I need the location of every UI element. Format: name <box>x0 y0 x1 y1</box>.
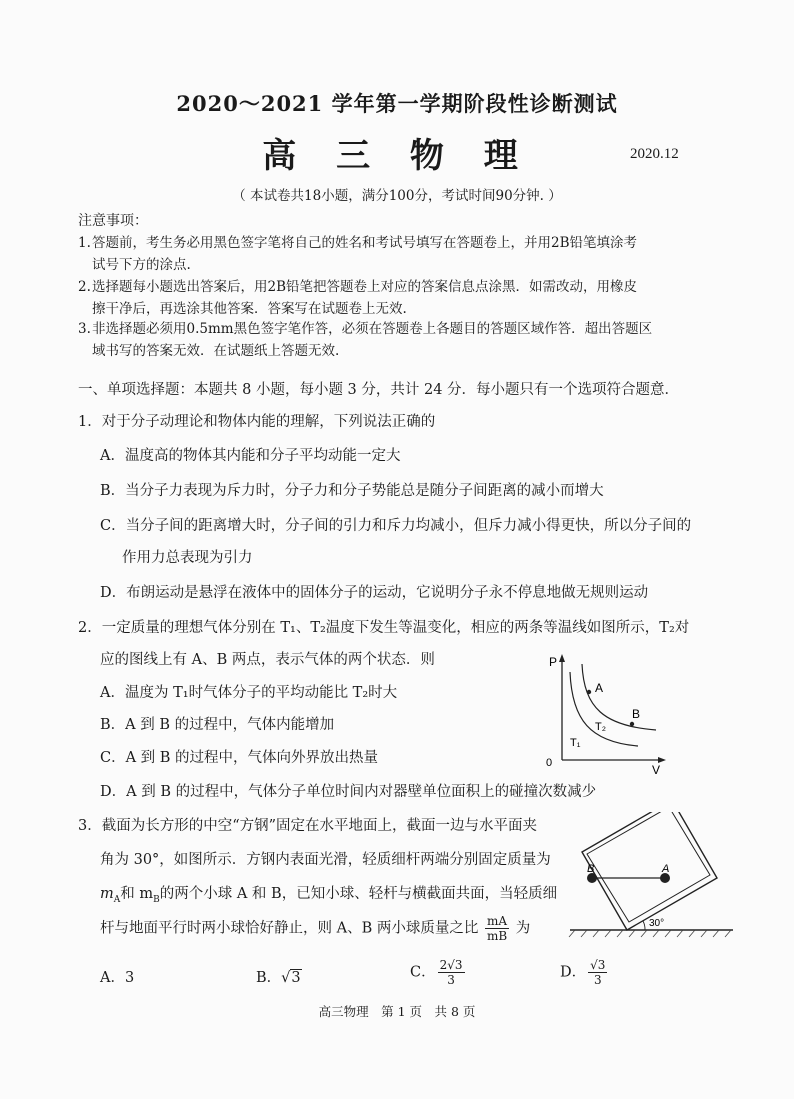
question-3-stem-cont-3 <box>100 914 530 943</box>
page-footer: 高三物理 第 1 页 共 8 页 <box>318 1004 476 1019</box>
notes-title: 注意事项： <box>78 213 148 229</box>
note-text: 选择题每小题选出答案后，用2B铅笔把答题卷上对应的答案信息点涂黑．如需改动，用橡皮 <box>92 279 638 295</box>
stem-text: 杆与地面平行时两小球恰好静止，则 A、B 两小球质量之比 <box>100 920 479 937</box>
option-d-numerator: √3 <box>590 958 606 972</box>
subject-title: 高 三 物 理 <box>262 136 532 176</box>
note-text-cont: 擦干净后，再选涂其他答案．答案写在试题卷上无效. <box>92 301 407 317</box>
square-steel-figure <box>565 812 735 942</box>
note-number: 1. <box>78 235 91 251</box>
mass-subscript-a: A <box>113 894 121 905</box>
point-a-label: A <box>595 681 604 695</box>
question-2-option-b: B．A 到 B 的过程中，气体内能增加 <box>100 717 335 733</box>
question-1-option-c-cont: 作用力总表现为引力 <box>122 550 253 566</box>
note-item <box>78 232 718 276</box>
mass-mid: 和 m <box>120 886 154 902</box>
question-1-stem: 1．对于分子动理论和物体内能的理解，下列说法正确的 <box>78 414 436 430</box>
question-2-stem: 2．一定质量的理想气体分别在 T₁、T₂温度下发生等温变化，相应的两条等温线如图所示，T₂对 <box>78 620 690 636</box>
option-c-numerator: 2√3 <box>439 958 463 972</box>
note-number: 2. <box>78 279 91 295</box>
question-3-option-c <box>410 958 467 987</box>
isotherm-t1 <box>570 672 641 746</box>
note-text-cont: 域书写的答案无效．在试题纸上答题无效. <box>92 343 340 359</box>
option-b-value: 3 <box>291 970 301 986</box>
isotherm-t2 <box>582 664 656 730</box>
exam-title: 2020～2021 学年第一学期阶段性诊断测试 <box>176 91 618 116</box>
point-b-label: B <box>632 707 641 721</box>
question-3-stem: 3．截面为长方形的中空“方钢”固定在水平地面上，截面一边与水平面夹 <box>78 818 538 834</box>
question-3-stem-cont: 角为 30°，如图所示．方钢内表面光滑，轻质细杆两端分别固定质量为 <box>100 852 551 868</box>
state-a-point <box>587 690 591 694</box>
isotherm-figure <box>540 650 670 775</box>
figure-p-label: P <box>549 655 558 669</box>
stem-end: 为 <box>515 920 531 937</box>
note-number: 3. <box>78 321 91 337</box>
ratio-numerator: mA <box>485 914 509 929</box>
question-2-option-d: D．A 到 B 的过程中，气体分子单位时间内对器壁单位面积上的碰撞次数减少 <box>100 784 597 800</box>
option-d-denominator: 3 <box>593 973 602 987</box>
note-text-cont: 试号下方的涂点. <box>92 257 191 273</box>
angle-label: 30° <box>649 918 665 929</box>
question-2-option-c: C．A 到 B 的过程中，气体向外界放出热量 <box>100 750 379 766</box>
note-text: 非选择题必须用0.5mm黑色签字笔作答，必须在答题卷上各题目的答题区域作答．超出答题区 <box>92 321 653 337</box>
option-d-fraction <box>588 958 607 987</box>
question-3-option-b: B．√3 <box>256 970 301 986</box>
curve-t1-label: T₁ <box>570 737 581 749</box>
option-b-label: B． <box>256 970 282 986</box>
section-heading: 一、单项选择题：本题共 8 小题，每小题 3 分，共计 24 分．每小题只有一个选项符合题意． <box>78 382 680 398</box>
state-b-point <box>630 722 634 726</box>
ball-b-label: B <box>587 863 595 875</box>
question-2-stem-cont: 应的图线上有 A、B 两点，表示气体的两个状态．则 <box>100 652 435 668</box>
question-2-option-a: A．温度为 T₁时气体分子的平均动能比 T₂时大 <box>100 685 398 701</box>
mass-ratio-fraction <box>485 914 509 943</box>
question-3-option-a: A．3 <box>100 970 135 986</box>
question-1-option-d: D．布朗运动是悬浮在液体中的固体分子的运动，它说明分子永不停息地做无规则运动 <box>100 585 649 601</box>
note-item <box>78 318 718 362</box>
curve-t2-label: T₂ <box>595 721 606 733</box>
figure-origin-label: 0 <box>546 757 553 769</box>
option-d-label: D． <box>560 964 587 981</box>
question-1-option-a: A．温度高的物体其内能和分子平均动能一定大 <box>100 448 401 464</box>
exam-info: （ 本试卷共18小题，满分100分，考试时间90分钟. ） <box>232 188 562 204</box>
steel-outer-wall <box>582 812 717 930</box>
mass-subscript-b: B <box>153 894 160 905</box>
option-c-label: C． <box>410 964 436 981</box>
question-1-option-b: B．当分子力表现为斥力时，分子力和分子势能总是随分子间距离的减小而增大 <box>100 483 604 499</box>
figure-v-label: V <box>652 763 661 775</box>
note-item <box>78 276 718 320</box>
question-3-stem-cont-2 <box>100 882 557 905</box>
steel-inner-wall <box>587 812 710 922</box>
option-c-denominator: 3 <box>447 973 455 987</box>
ratio-denominator: mB <box>486 929 508 943</box>
question-1-option-c: C．当分子间的距离增大时，分子间的引力和斥力均减小，但斥力减小得更快，所以分子间的 <box>100 518 692 534</box>
exam-date: 2020.12 <box>630 146 679 162</box>
mass-symbol: m <box>100 886 114 902</box>
note-text: 答题前，考生务必用黑色签字笔将自己的姓名和考试号填写在答题卷上，并用2B铅笔填涂考 <box>92 235 638 251</box>
ball-a-label: A <box>662 863 670 875</box>
option-c-fraction <box>438 958 465 987</box>
stem-rest: 的两个小球 A 和 B，已知小球、轻杆与横截面共面，当轻质细 <box>159 886 558 902</box>
question-3-option-d <box>560 958 609 987</box>
